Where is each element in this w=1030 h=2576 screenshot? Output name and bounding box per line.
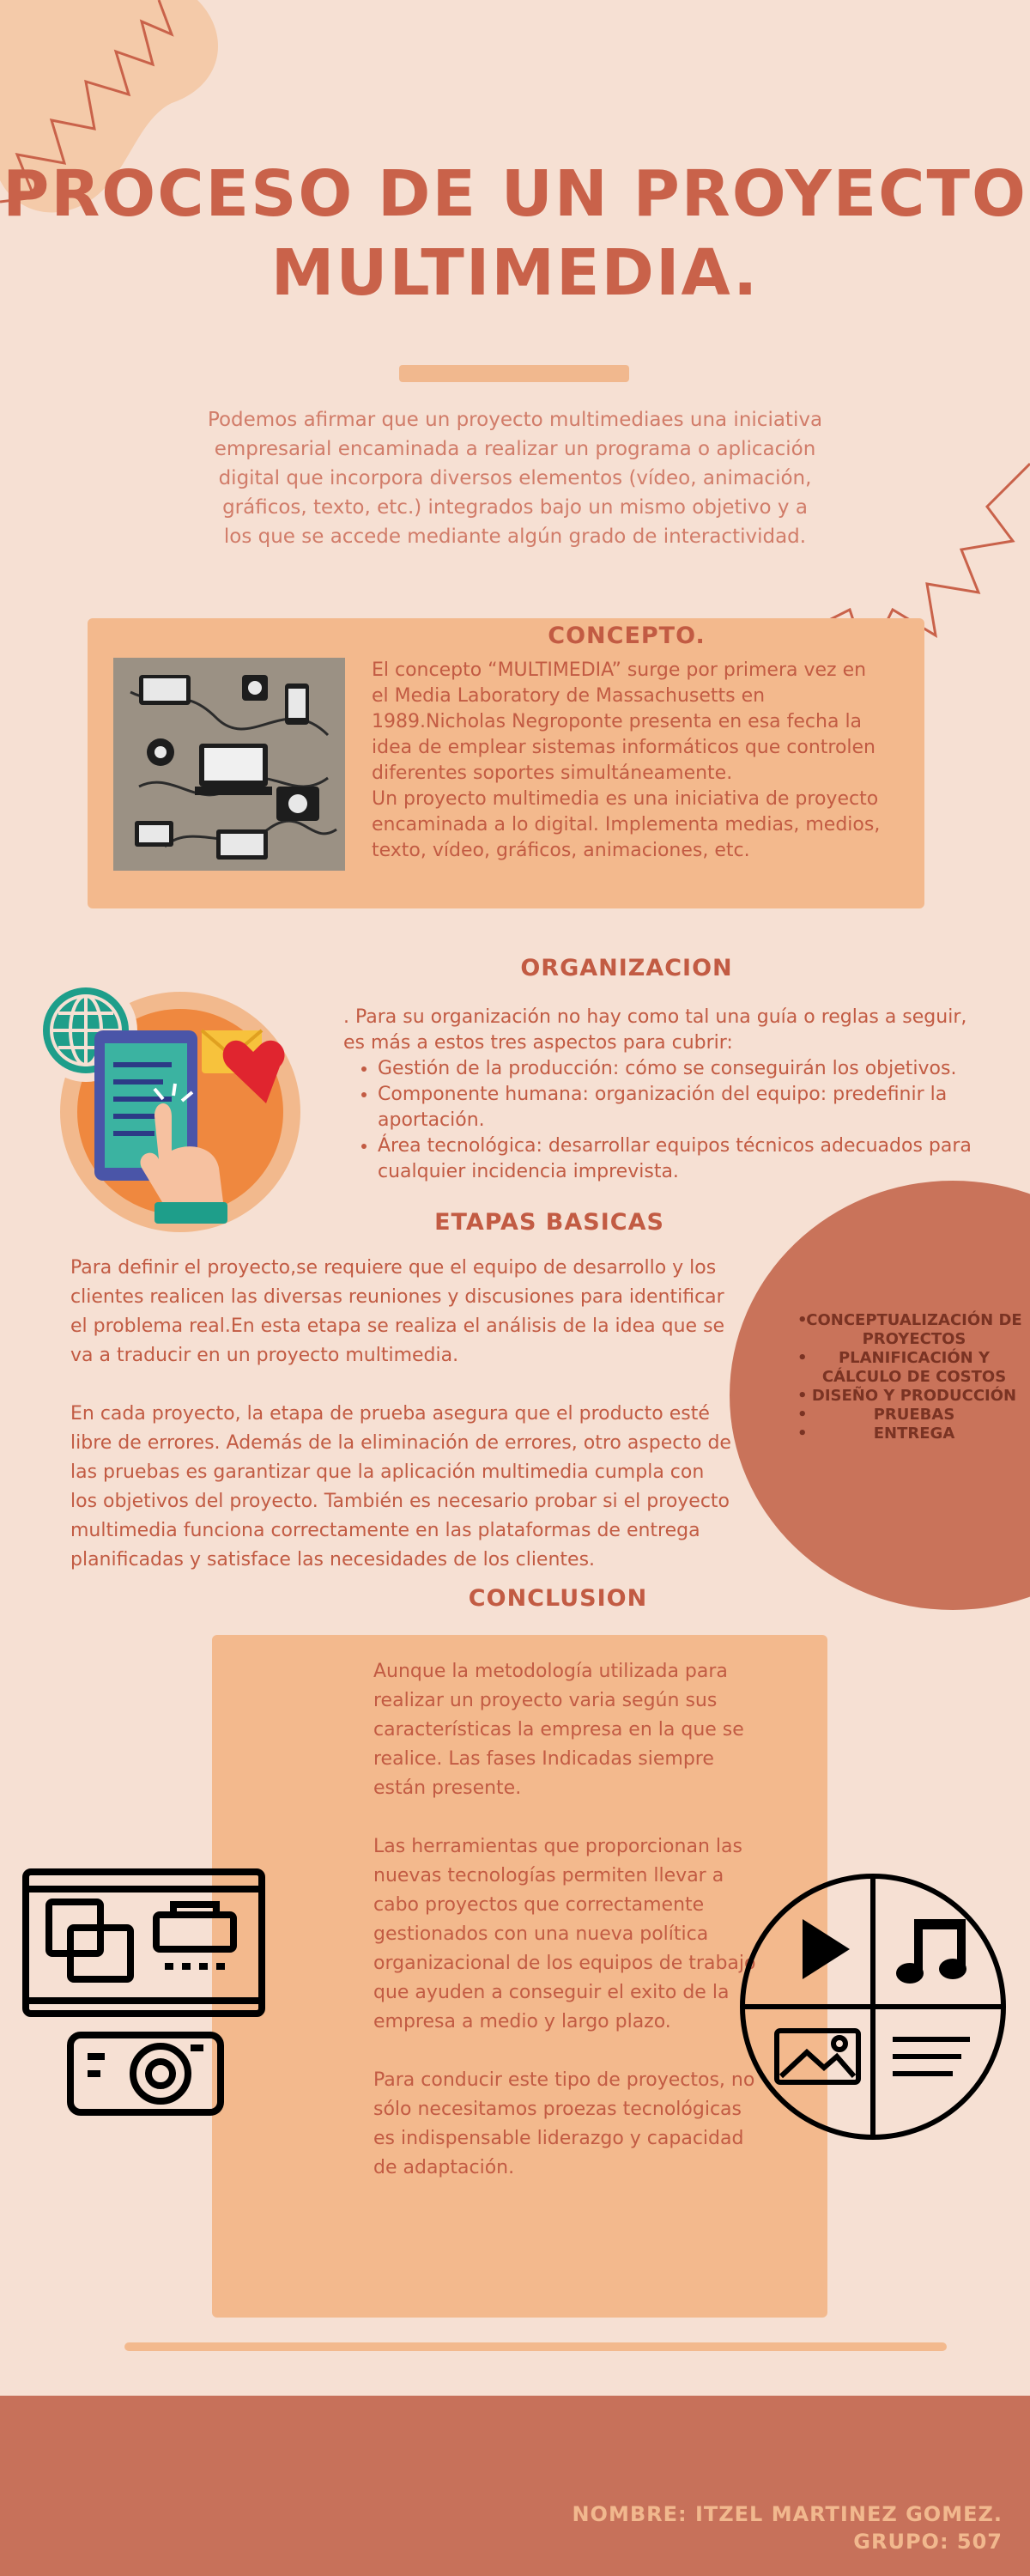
concept-paragraph-1: El concepto “MULTIMEDIA” surge por primera vez en el Media Laboratory de Massachusetts en 1989.Nicholas Negroponte presenta en esa fecha la idea de emplear sistemas informáticos que controlen diferentes soportes simultáneamente. (372, 659, 876, 784)
presentation-projector-icon (19, 1863, 272, 2121)
organization-list (343, 1056, 983, 1185)
stages-paragraph-2: En cada proyecto, la etapa de prueba asegura que el producto esté libre de errores. Además de la eliminación de errores, otro aspecto de las pruebas es garantizar que la aplicación multimedia cumpla con los objetivos del proyecto. También es necesario probar si el proyecto multimedia funciona correctamente en las plataformas de entrega planificadas y satisface las necesidades de los clientes. (70, 1403, 731, 1571)
page-title-line-2: MULTIMEDIA. (270, 236, 760, 310)
list-item: • Componente humana: organización del equipo: predefinir la aportación. (378, 1082, 983, 1133)
conclusion-paragraph-1: Aunque la metodología utilizada para realizar un proyecto varia según sus características la empresa en la que se realice. Las fases Indicadas siempre están presente. (373, 1661, 744, 1799)
author-info (572, 2500, 1003, 2555)
list-item: • CONCEPTUALIZACIÓN DE PROYECTOS (803, 1311, 1026, 1349)
footer-divider (124, 2342, 947, 2351)
list-item: • DISEÑO Y PRODUCCIÓN (803, 1387, 1026, 1406)
list-item: • PRUEBAS (803, 1406, 1026, 1425)
organization-lead: . Para su organización no hay como tal una guía o reglas a seguir, es más a estos tres aspectos para cubrir: (343, 1006, 967, 1054)
list-item: • Área tecnológica: desarrollar equipos técnicos adecuados para cualquier incidencia imprevista. (378, 1133, 983, 1185)
page-title-line-1: PROCESO DE UN PROYECTO (3, 157, 1027, 231)
intro-paragraph: Podemos afirmar que un proyecto multimediaes una iniciativa empresarial encaminada a realizar un programa o aplicación digital que incorpora diversos elementos (vídeo, animación, gráficos, texto, etc.) integrados bajo un mismo objetivo y a los que se accede mediante algún grado de interactividad. (207, 409, 823, 548)
conclusion-text (373, 1657, 768, 2183)
stages-paragraph-1: Para definir el proyecto,se requiere que el equipo de desarrollo y los clientes realicen las diversas reuniones y discusiones para identificar el problema real.En esta etapa se realiza el análisis de la idea que se va a traducir en un proyecto multimedia. (70, 1257, 725, 1366)
list-item: • Gestión de la producción: cómo se conseguirán los objetivos. (378, 1056, 983, 1082)
conclusion-paragraph-3: Para conducir este tipo de proyectos, no sólo necesitamos proezas tecnológicas es indispensable liderazgo y capacidad de adaptación. (373, 2069, 755, 2178)
concept-paragraph-2: Un proyecto multimedia es una iniciativa de proyecto encaminada a lo digital. Implementa medias, medios, texto, vídeo, gráficos, animaciones, etc. (372, 788, 881, 861)
stages-heading: ETAPAS BASICAS (434, 1209, 664, 1236)
list-item: • PLANIFICACIÓN Y CÁLCULO DE COSTOS (803, 1349, 1026, 1387)
stages-text (70, 1254, 731, 1575)
author-name: NOMBRE: ITZEL MARTINEZ GOMEZ. (572, 2502, 1003, 2526)
title-underline (399, 365, 629, 382)
concept-text (372, 658, 887, 864)
author-group: GRUPO: 507 (853, 2530, 1003, 2554)
tablet-touch-icon (26, 970, 335, 1254)
conclusion-heading: CONCLUSION (468, 1585, 648, 1612)
concept-heading: CONCEPTO. (548, 623, 706, 649)
organization-heading: ORGANIZACION (520, 955, 733, 981)
organization-text (343, 1005, 983, 1185)
list-item: • ENTREGA (803, 1425, 1026, 1443)
media-player-icon (738, 1872, 1009, 2142)
stages-list (803, 1311, 1026, 1443)
page-title (0, 155, 1030, 313)
conclusion-paragraph-2: Las herramientas que proporcionan las nuevas tecnologías permiten llevar a cabo proyectos que correctamente gestionados con una nueva política organizacional de los equipos de trabajo que ayuden a conseguir el exito de la empresa a medio y largo plazo. (373, 1836, 756, 2032)
multimedia-devices-icon (113, 658, 345, 871)
